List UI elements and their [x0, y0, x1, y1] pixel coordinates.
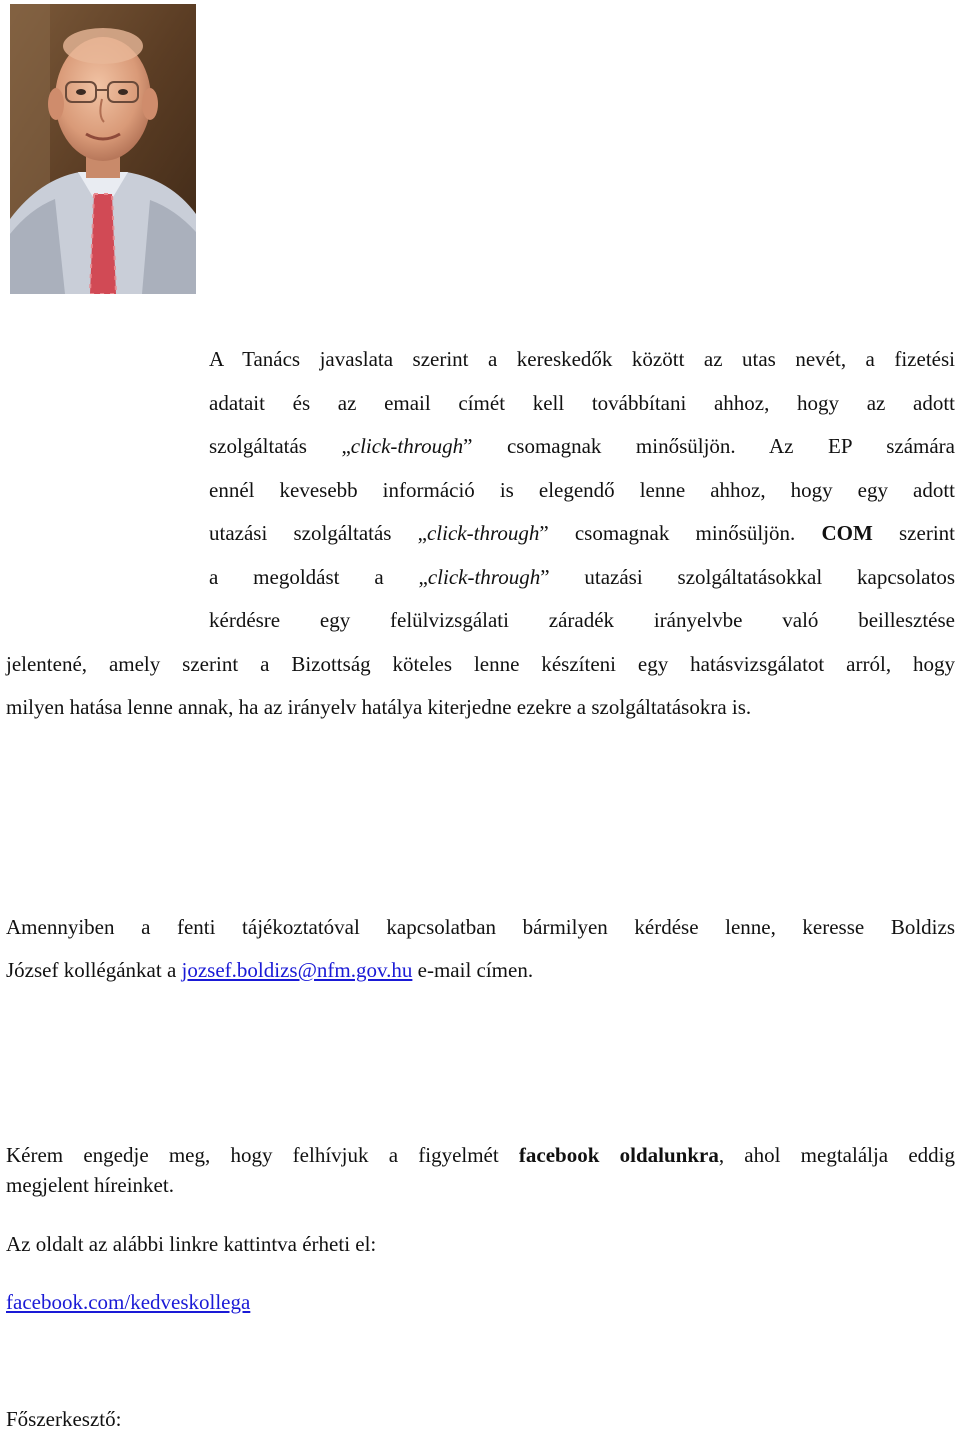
bold-term: facebook oldalunkra	[518, 1143, 719, 1167]
text-run: utazási szolgáltatás „	[209, 521, 427, 545]
text-run: a megoldást a „	[209, 564, 428, 589]
italic-term: click-through	[427, 564, 541, 589]
facebook-link-line	[6, 1287, 250, 1317]
text-line	[209, 512, 955, 556]
text-run: ” csomagnak minősüljön. Az EP számára	[463, 434, 955, 458]
text-run: szolgáltatás „	[209, 434, 351, 458]
council-proposal-paragraph	[209, 338, 955, 643]
email-link[interactable]: jozsef.boldizs@nfm.gov.hu	[181, 958, 413, 982]
council-proposal-continuation	[6, 643, 955, 729]
text-run: József kollégánkat a	[6, 958, 182, 982]
text-line	[209, 425, 955, 469]
editor-label: Főszerkesztő:	[6, 1407, 122, 1431]
text-line	[209, 556, 955, 600]
portrait-photo	[10, 4, 196, 294]
facebook-paragraph	[6, 1140, 955, 1200]
text-line: kérdésre egy felülvizsgálati záradék irányelvbe való beillesztése	[209, 608, 955, 632]
text-line: milyen hatása lenne annak, ha az irányelv hatálya kiterjedne ezekre a szolgáltatásokra is.	[6, 695, 752, 719]
text-line	[6, 1140, 955, 1170]
bold-term: COM	[821, 521, 873, 545]
text-line: adatait és az email címét kell továbbítani ahhoz, hogy az adott	[209, 390, 955, 415]
text-line: A Tanács javaslata szerint a kereskedők között az utas nevét, a fizetési	[209, 347, 955, 371]
text-line: Amennyiben a fenti tájékoztatóval kapcsolatban bármilyen kérdése lenne, keresse Boldizs	[6, 915, 955, 939]
italic-term: click-through	[350, 434, 464, 458]
portrait-image	[10, 4, 196, 294]
text-run: ” csomagnak minősüljön.	[539, 521, 822, 545]
italic-term: click-through	[426, 521, 540, 545]
text-run: e-mail címen.	[412, 958, 534, 982]
text-run: szerint	[872, 521, 955, 545]
text-run: ” utazási szolgáltatásokkal kapcsolatos	[540, 564, 955, 589]
text-run: , ahol megtalálja eddig	[718, 1143, 955, 1167]
facebook-link[interactable]: facebook.com/kedveskollega	[6, 1290, 251, 1314]
text-line	[6, 949, 955, 992]
text-line: ennél kevesebb információ is elegendő lenne ahhoz, hogy egy adott	[209, 477, 955, 502]
text-run: Kérem engedje meg, hogy felhívjuk a figyelmét	[6, 1143, 519, 1167]
access-instruction: Az oldalt az alábbi linkre kattintva érheti el:	[6, 1232, 377, 1256]
text-line: jelentené, amely szerint a Bizottság köteles lenne készíteni egy hatásvizsgálatot arról, hogy	[6, 652, 955, 676]
contact-paragraph	[6, 906, 955, 992]
text-line: megjelent híreinket.	[6, 1173, 174, 1197]
